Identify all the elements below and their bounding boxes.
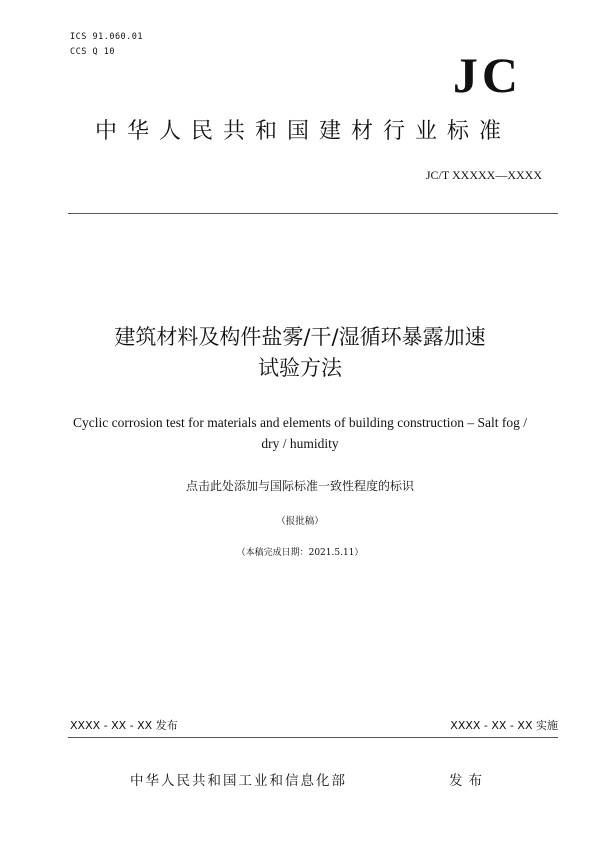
- issue-date: XXXX - XX - XX 发布: [70, 719, 178, 732]
- standard-number: JC/T XXXXX—XXXX: [425, 168, 542, 182]
- chinese-title-line-1: 建筑材料及构件盐雾/干/湿循环暴露加速: [114, 325, 486, 349]
- chinese-title: [0, 322, 600, 384]
- jc-logo: JC: [452, 47, 522, 103]
- publish-label: 发布: [449, 773, 488, 789]
- chinese-title-line-2: 试验方法: [258, 356, 342, 380]
- draft-status: （报批稿）: [276, 516, 324, 527]
- implementation-date: XXXX - XX - XX 实施: [450, 719, 558, 732]
- english-title-line-1: Cyclic corrosion test for materials and elements of building construction – Salt fog /: [72, 415, 528, 430]
- classification-codes: [70, 30, 143, 60]
- organization-standard-heading: 中华人民共和国建材行业标准: [94, 119, 511, 144]
- footer-divider: [68, 737, 558, 738]
- header-divider: [68, 213, 558, 214]
- ics-code: ICS 91.060.01: [70, 32, 144, 42]
- issuing-ministry: 中华人民共和国工业和信息化部: [130, 773, 347, 789]
- ccs-code: CCS Q 10: [70, 47, 115, 57]
- completion-date: （本稿完成日期：2021.5.11）: [236, 548, 364, 558]
- english-title-line-2: dry / humidity: [261, 436, 339, 451]
- english-title: [40, 412, 560, 454]
- conformity-placeholder[interactable]: 点击此处添加与国际标准一致性程度的标识: [185, 479, 414, 493]
